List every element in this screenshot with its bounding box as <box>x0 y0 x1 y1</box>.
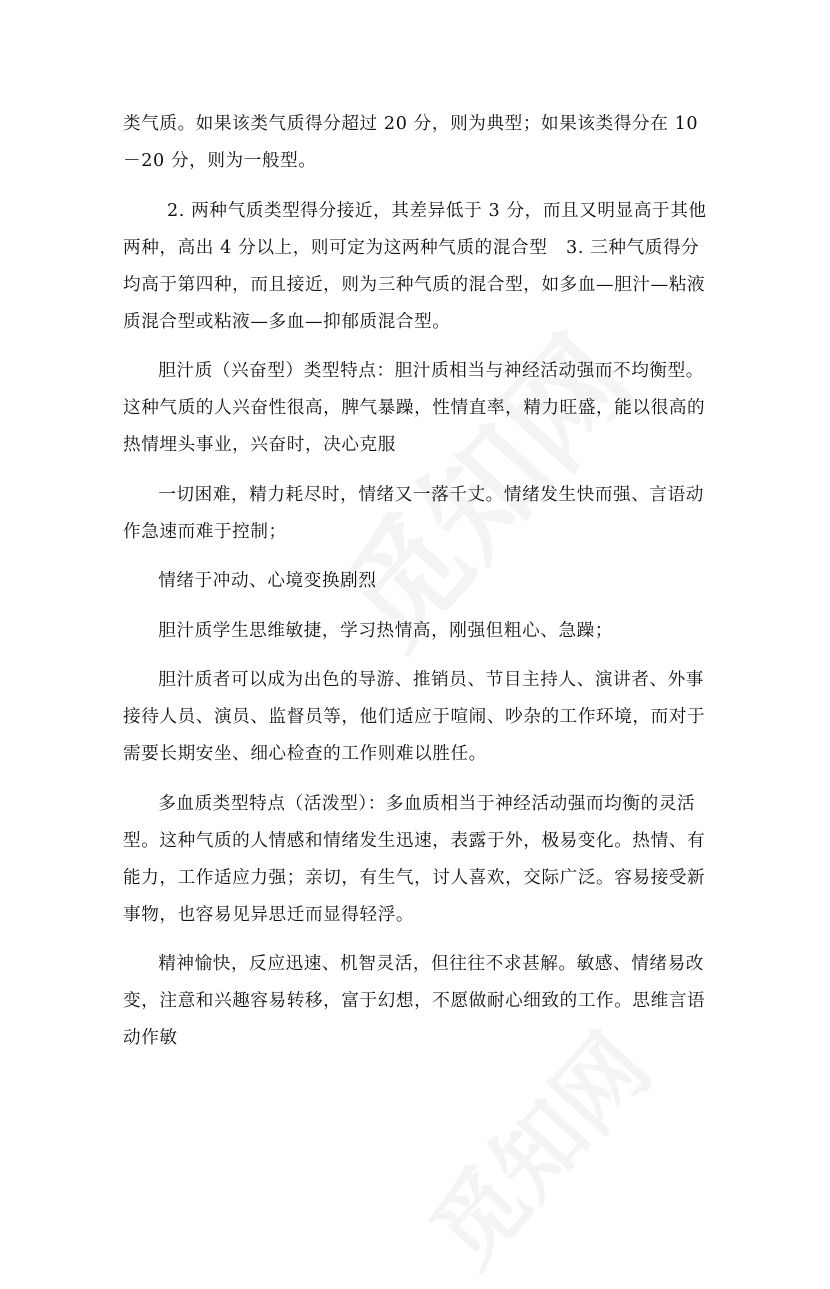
paragraph-3: 胆汁质（兴奋型）类型特点：胆汁质相当与神经活动强而不均衡型。这种气质的人兴奋性很高，脾气暴躁，性情直率，精力旺盛，能以很高的热情埋头事业，兴奋时，决心克服 <box>123 361 706 455</box>
paragraph-4: 一切困难，精力耗尽时，情绪又一落千丈。情绪发生快而强、言语动作急速而难于控制； <box>123 484 705 542</box>
paragraph-8: 多血质类型特点（活泼型）：多血质相当于神经活动强而均衡的灵活型。这种气质的人情感和情绪发生迅速，表露于外，极易变化。热情、有能力，工作适应力强；亲切，有生气，讨人喜欢，交际广泛。容易接受新事物，也容易见异思迁而显得轻浮。 <box>123 793 706 925</box>
paragraph-5: 情绪于冲动、心境变换剧烈 <box>158 571 377 591</box>
paragraph-1: 类气质。如果该类气质得分超过 20 分，则为典型；如果该类得分在 10－20 分，则为一般型。 <box>123 114 699 171</box>
paragraph-7: 胆汁质者可以成为出色的导游、推销员、节目主持人、演讲者、外事接待人员、演员、监督员等，他们适应于喧闹、吵杂的工作环境，而对于需要长期安坐、细心检查的工作则难以胜任。 <box>123 670 706 764</box>
paragraph-6: 胆汁质学生思维敏捷，学习热情高，刚强但粗心、急躁； <box>158 620 614 641</box>
document-body <box>123 106 713 1070</box>
paragraph-9: 精神愉快，反应迅速、机智灵活，但往往不求甚解。敏感、情绪易改变，注意和兴趣容易转移，富于幻想，不愿做耐心细致的工作。思维言语动作敏 <box>123 954 706 1048</box>
paragraph-2: 2. 两种气质类型得分接近，其差异低于 3 分，而且又明显高于其他两种，高出 4 分以上，则可定为这两种气质的混合型 3. 三种气质得分均高于第四种，而且接近，则为三种气质的混合型，如多血—胆汁—粘液质混合型或粘液—多血—抑郁质混合型。 <box>123 200 707 332</box>
